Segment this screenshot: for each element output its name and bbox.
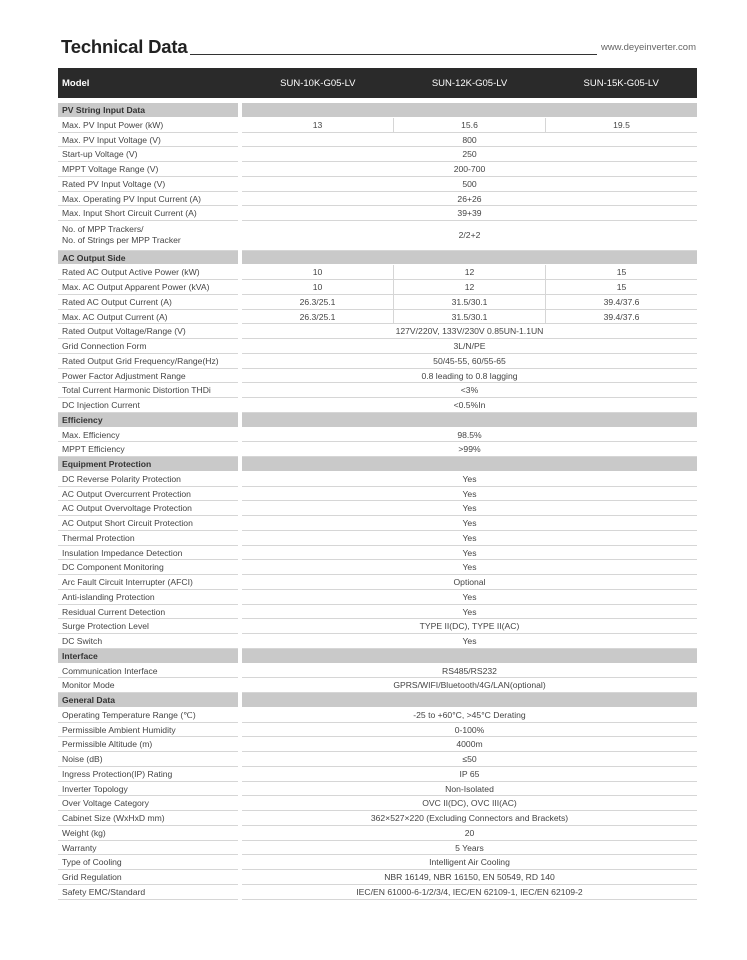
spec-value: 5 Years [242, 841, 697, 856]
spec-value: 362×527×220 (Excluding Connectors and Brackets) [242, 811, 697, 826]
spec-label: Type of Cooling [58, 855, 238, 870]
spec-label: Rated PV Input Voltage (V) [58, 177, 238, 192]
spec-value: 31.5/30.1 [393, 310, 545, 325]
spec-value: TYPE II(DC), TYPE II(AC) [242, 619, 697, 634]
spec-value: 2/2+2 [242, 221, 697, 251]
table-row [58, 369, 697, 384]
spec-values [242, 162, 697, 177]
spec-value: Yes [242, 501, 697, 516]
spec-value: Yes [242, 531, 697, 546]
spec-label: DC Injection Current [58, 398, 238, 413]
spec-values [242, 280, 697, 295]
spec-label: Permissible Altitude (m) [58, 737, 238, 752]
spec-label: DC Switch [58, 634, 238, 649]
spec-value: 19.5 [545, 118, 697, 133]
spec-value: NBR 16149, NBR 16150, EN 50549, RD 140 [242, 870, 697, 885]
spec-value: 800 [242, 133, 697, 148]
spec-value: Yes [242, 560, 697, 575]
table-row [58, 560, 697, 575]
spec-value: 50/45-55, 60/55-65 [242, 354, 697, 369]
spec-values [242, 782, 697, 797]
section-header-row [58, 649, 697, 664]
spec-label: Safety EMC/Standard [58, 885, 238, 900]
spec-value: Yes [242, 516, 697, 531]
spec-value: Yes [242, 487, 697, 502]
table-row [58, 546, 697, 561]
section-header-row [58, 103, 697, 118]
spec-label: Monitor Mode [58, 678, 238, 693]
spec-value: Yes [242, 472, 697, 487]
table-row [58, 280, 697, 295]
table-header [58, 68, 697, 98]
spec-label: Residual Current Detection [58, 605, 238, 620]
table-row [58, 324, 697, 339]
table-row [58, 177, 697, 192]
spec-label: Rated AC Output Active Power (kW) [58, 265, 238, 280]
spec-label: Weight (kg) [58, 826, 238, 841]
spec-value: 98.5% [242, 428, 697, 443]
spec-values [242, 354, 697, 369]
spec-value: <0.5%In [242, 398, 697, 413]
spec-value: 26+26 [242, 192, 697, 207]
spec-values [242, 870, 697, 885]
spec-value: >99% [242, 442, 697, 457]
spec-value: 127V/220V, 133V/230V 0.85UN-1.1UN [242, 324, 697, 339]
spec-values [242, 383, 697, 398]
spec-value: Yes [242, 605, 697, 620]
spec-values [242, 796, 697, 811]
page-title: Technical Data [61, 36, 188, 57]
spec-value: Intelligent Air Cooling [242, 855, 697, 870]
table-row [58, 619, 697, 634]
spec-value: 10 [242, 265, 393, 280]
spec-values [242, 826, 697, 841]
spec-value: 250 [242, 147, 697, 162]
section-title: Equipment Protection [58, 457, 238, 472]
section-header-row [58, 251, 697, 266]
spec-values [242, 531, 697, 546]
spec-values [242, 678, 697, 693]
spec-value: 39.4/37.6 [545, 295, 697, 310]
spec-label: Max. PV Input Voltage (V) [58, 133, 238, 148]
spec-values [242, 192, 697, 207]
section-header-row [58, 413, 697, 428]
spec-values [242, 501, 697, 516]
table-row [58, 664, 697, 679]
spec-values [242, 634, 697, 649]
spec-values [242, 369, 697, 384]
spec-label-line: No. of Strings per MPP Tracker [62, 235, 181, 245]
table-row [58, 737, 697, 752]
table-row [58, 708, 697, 723]
spec-values [242, 206, 697, 221]
spec-label: Noise (dB) [58, 752, 238, 767]
spec-label: Rated Output Voltage/Range (V) [58, 324, 238, 339]
spec-label: Warranty [58, 841, 238, 856]
table-row [58, 442, 697, 457]
spec-label [58, 221, 238, 251]
spec-label: Max. Input Short Circuit Current (A) [58, 206, 238, 221]
spec-label: Grid Connection Form [58, 339, 238, 354]
spec-value: 31.5/30.1 [393, 295, 545, 310]
spec-value: 20 [242, 826, 697, 841]
spec-value: RS485/RS232 [242, 664, 697, 679]
spec-value: 12 [393, 280, 545, 295]
spec-values [242, 590, 697, 605]
spec-label: Insulation Impedance Detection [58, 546, 238, 561]
spec-value: Yes [242, 634, 697, 649]
spec-value: 15 [545, 280, 697, 295]
spec-values [242, 472, 697, 487]
spec-values [242, 310, 697, 325]
table-row [58, 811, 697, 826]
spec-values [242, 693, 697, 708]
spec-label: Max. PV Input Power (kW) [58, 118, 238, 133]
spec-values [242, 413, 697, 428]
section-title: General Data [58, 693, 238, 708]
table-row [58, 428, 697, 443]
spec-value: 15.6 [393, 118, 545, 133]
spec-label: Start-up Voltage (V) [58, 147, 238, 162]
spec-value: 26.3/25.1 [242, 310, 393, 325]
spec-values [242, 487, 697, 502]
model-column-header: SUN-12K-G05-LV [431, 77, 508, 89]
spec-value: OVC II(DC), OVC III(AC) [242, 796, 697, 811]
spec-value: <3% [242, 383, 697, 398]
spec-value: Yes [242, 546, 697, 561]
table-row [58, 265, 697, 280]
spec-values [242, 767, 697, 782]
spec-label: AC Output Short Circuit Protection [58, 516, 238, 531]
spec-label: Max. Operating PV Input Current (A) [58, 192, 238, 207]
spec-label: AC Output Overcurrent Protection [58, 487, 238, 502]
table-row [58, 118, 697, 133]
spec-label: Rated AC Output Current (A) [58, 295, 238, 310]
spec-label: Max. AC Output Current (A) [58, 310, 238, 325]
table-row [58, 516, 697, 531]
section-header-row [58, 457, 697, 472]
spec-values [242, 575, 697, 590]
spec-value: Optional [242, 575, 697, 590]
spec-label: Thermal Protection [58, 531, 238, 546]
spec-values [242, 118, 697, 133]
table-row [58, 855, 697, 870]
table-row [58, 147, 697, 162]
spec-value: GPRS/WIFI/Bluetooth/4G/LAN(optional) [242, 678, 697, 693]
table-row [58, 354, 697, 369]
table-row [58, 796, 697, 811]
spec-values [242, 723, 697, 738]
table-row [58, 826, 697, 841]
table-row [58, 472, 697, 487]
table-row [58, 531, 697, 546]
table-row [58, 383, 697, 398]
spec-value: IEC/EN 61000-6-1/2/3/4, IEC/EN 62109-1, IEC/EN 62109-2 [242, 885, 697, 900]
spec-value: Yes [242, 590, 697, 605]
spec-value: 13 [242, 118, 393, 133]
spec-values [242, 147, 697, 162]
table-row [58, 339, 697, 354]
spec-values [242, 664, 697, 679]
table-row [58, 885, 697, 900]
table-row [58, 221, 697, 251]
table-row [58, 295, 697, 310]
spec-table [58, 103, 697, 900]
table-row [58, 575, 697, 590]
section-title: Interface [58, 649, 238, 664]
table-row [58, 501, 697, 516]
spec-label: Surge Protection Level [58, 619, 238, 634]
spec-value: Non-Isolated [242, 782, 697, 797]
spec-label: Power Factor Adjustment Range [58, 369, 238, 384]
spec-label: Max. Efficiency [58, 428, 238, 443]
spec-values [242, 295, 697, 310]
spec-label: Permissible Ambient Humidity [58, 723, 238, 738]
spec-values [242, 265, 697, 280]
spec-label: MPPT Voltage Range (V) [58, 162, 238, 177]
spec-value: 500 [242, 177, 697, 192]
spec-label: Grid Regulation [58, 870, 238, 885]
spec-values [242, 251, 697, 266]
spec-values [242, 885, 697, 900]
spec-value: ≤50 [242, 752, 697, 767]
spec-label: Arc Fault Circuit Interrupter (AFCI) [58, 575, 238, 590]
spec-values [242, 339, 697, 354]
spec-label-line: No. of MPP Trackers/ [62, 224, 144, 234]
spec-value: 26.3/25.1 [242, 295, 393, 310]
model-column-header: SUN-10K-G05-LV [280, 77, 356, 89]
table-row [58, 206, 697, 221]
spec-values [242, 546, 697, 561]
spec-value: 39.4/37.6 [545, 310, 697, 325]
spec-value: 10 [242, 280, 393, 295]
table-row [58, 634, 697, 649]
spec-values [242, 752, 697, 767]
table-row [58, 752, 697, 767]
spec-label: Operating Temperature Range (℃) [58, 708, 238, 723]
spec-values [242, 737, 697, 752]
model-column-header: SUN-15K-G05-LV [583, 77, 659, 89]
table-row [58, 398, 697, 413]
spec-value: 39+39 [242, 206, 697, 221]
spec-label: DC Component Monitoring [58, 560, 238, 575]
spec-values [242, 103, 697, 118]
table-row [58, 767, 697, 782]
spec-value: 3L/N/PE [242, 339, 697, 354]
section-header-row [58, 693, 697, 708]
spec-label: Communication Interface [58, 664, 238, 679]
spec-values [242, 442, 697, 457]
spec-values [242, 649, 697, 664]
spec-label: Anti-islanding Protection [58, 590, 238, 605]
table-row [58, 192, 697, 207]
spec-label: Rated Output Grid Frequency/Range(Hz) [58, 354, 238, 369]
spec-label: Inverter Topology [58, 782, 238, 797]
spec-values [242, 398, 697, 413]
spec-values [242, 619, 697, 634]
spec-value: 0-100% [242, 723, 697, 738]
section-title: PV String Input Data [58, 103, 238, 118]
spec-value: 12 [393, 265, 545, 280]
spec-values [242, 605, 697, 620]
table-row [58, 841, 697, 856]
spec-label: Total Current Harmonic Distortion THDi [58, 383, 238, 398]
spec-label: AC Output Overvoltage Protection [58, 501, 238, 516]
spec-values [242, 428, 697, 443]
title-divider [190, 54, 597, 55]
table-row [58, 870, 697, 885]
spec-value: -25 to +60°C, >45°C Derating [242, 708, 697, 723]
table-row [58, 723, 697, 738]
spec-value: 200-700 [242, 162, 697, 177]
spec-label: DC Reverse Polarity Protection [58, 472, 238, 487]
spec-values [242, 457, 697, 472]
spec-values [242, 177, 697, 192]
spec-values [242, 811, 697, 826]
table-row [58, 162, 697, 177]
spec-value: 0.8 leading to 0.8 lagging [242, 369, 697, 384]
spec-values [242, 560, 697, 575]
spec-values [242, 708, 697, 723]
model-header-label: Model [62, 77, 90, 89]
section-title: AC Output Side [58, 251, 238, 266]
spec-values [242, 133, 697, 148]
spec-values [242, 324, 697, 339]
website-url: www.deyeinverter.com [600, 42, 696, 53]
spec-values [242, 855, 697, 870]
table-row [58, 678, 697, 693]
spec-value: IP 65 [242, 767, 697, 782]
table-row [58, 310, 697, 325]
spec-value: 4000m [242, 737, 697, 752]
table-row [58, 590, 697, 605]
spec-label: MPPT Efficiency [58, 442, 238, 457]
spec-values [242, 221, 697, 251]
table-row [58, 487, 697, 502]
table-row [58, 605, 697, 620]
section-title: Efficiency [58, 413, 238, 428]
spec-label: Max. AC Output Apparent Power (kVA) [58, 280, 238, 295]
spec-value: 15 [545, 265, 697, 280]
table-row [58, 133, 697, 148]
table-row [58, 782, 697, 797]
spec-label: Over Voltage Category [58, 796, 238, 811]
spec-values [242, 841, 697, 856]
spec-label: Ingress Protection(IP) Rating [58, 767, 238, 782]
spec-values [242, 516, 697, 531]
spec-label: Cabinet Size (WxHxD mm) [58, 811, 238, 826]
